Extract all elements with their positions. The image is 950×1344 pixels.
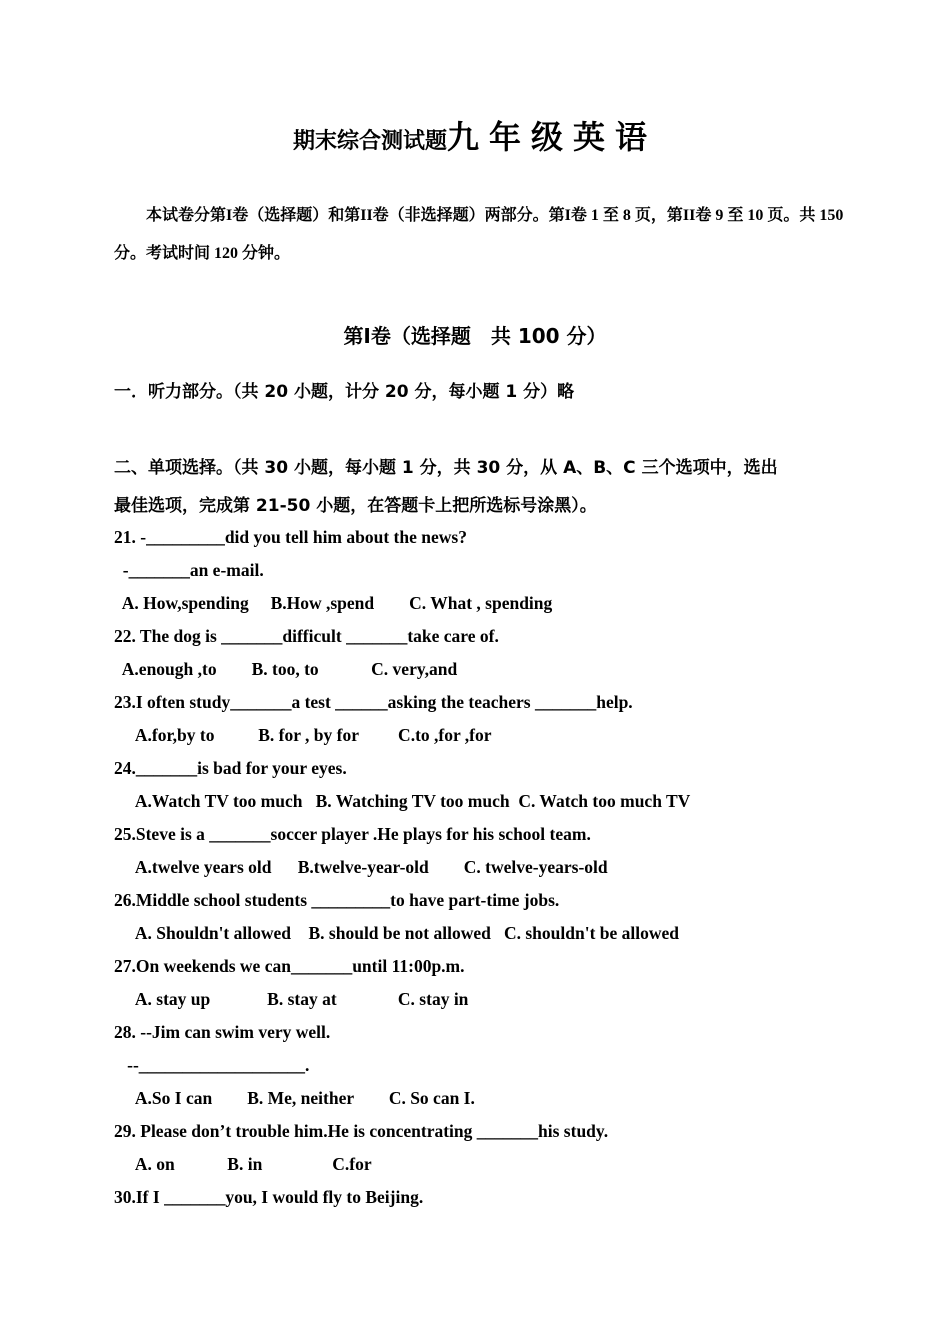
question-line: 29. Please don’t trouble him.He is concentrating _______his study. [114,1121,609,1141]
question-line: --___________________. [114,1055,310,1075]
question-line: -_______an e-mail. [114,560,264,580]
question-line: 21. -_________did you tell him about the news? [114,527,467,547]
question-line: 24._______is bad for your eyes. [114,758,347,778]
part-two-heading-line1: 二、单项选择。（共 30 小题，每小题 1 分，共 30 分，从 A、B、C 三个选项中，选出 [114,458,778,478]
question-line: 28. --Jim can swim very well. [114,1022,331,1042]
question-line: 25.Steve is a _______soccer player .He plays for his school team. [114,824,591,844]
question-line: 27.On weekends we can_______until 11:00p.m. [114,956,465,976]
question-line: A.twelve years old B.twelve-year-old C. twelve-years-old [114,857,608,877]
intro-paragraph: 本试卷分第I卷（选择题）和第II卷（非选择题）两部分。第I卷 1 至 8 页，第II卷 9 至 10 页。共 150 分。考试时间 120 分钟。 [114,207,844,262]
question-line: A. Shouldn't allowed B. should be not allowed C. shouldn't be allowed [114,923,680,943]
page-title [0,112,950,158]
question-line: A.for,by to B. for , by for C.to ,for ,for [114,725,492,745]
section-heading: 第Ⅰ卷（选择题 共 100 分） [343,324,607,348]
question-line: 23.I often study_______a test ______asking the teachers _______help. [114,692,633,712]
title-part1: 期末综合测试题 [292,128,447,153]
question-line: 26.Middle school students _________to have part-time jobs. [114,890,560,910]
part-two-heading-line2: 最佳选项，完成第 21-50 小题，在答题卡上把所选标号涂黑）。 [114,496,597,516]
title-part2: 九年级英语 [447,119,658,155]
question-line: A.enough ,to B. too, to C. very,and [114,659,458,679]
question-line: A. How,spending B.How ,spend C. What , spending [114,593,553,613]
question-line: A. stay up B. stay at C. stay in [114,989,469,1009]
question-line: 30.If I _______you, I would fly to Beijing. [114,1187,424,1207]
question-line: A.So I can B. Me, neither C. So can I. [114,1088,475,1108]
part-one-heading: 一．听力部分。（共 20 小题，计分 20 分，每小题 1 分）略 [114,382,575,402]
question-line: A. on B. in C.for [114,1154,372,1174]
question-line: 22. The dog is _______difficult _______take care of. [114,626,499,646]
question-line: A.Watch TV too much B. Watching TV too much C. Watch too much TV [114,791,691,811]
